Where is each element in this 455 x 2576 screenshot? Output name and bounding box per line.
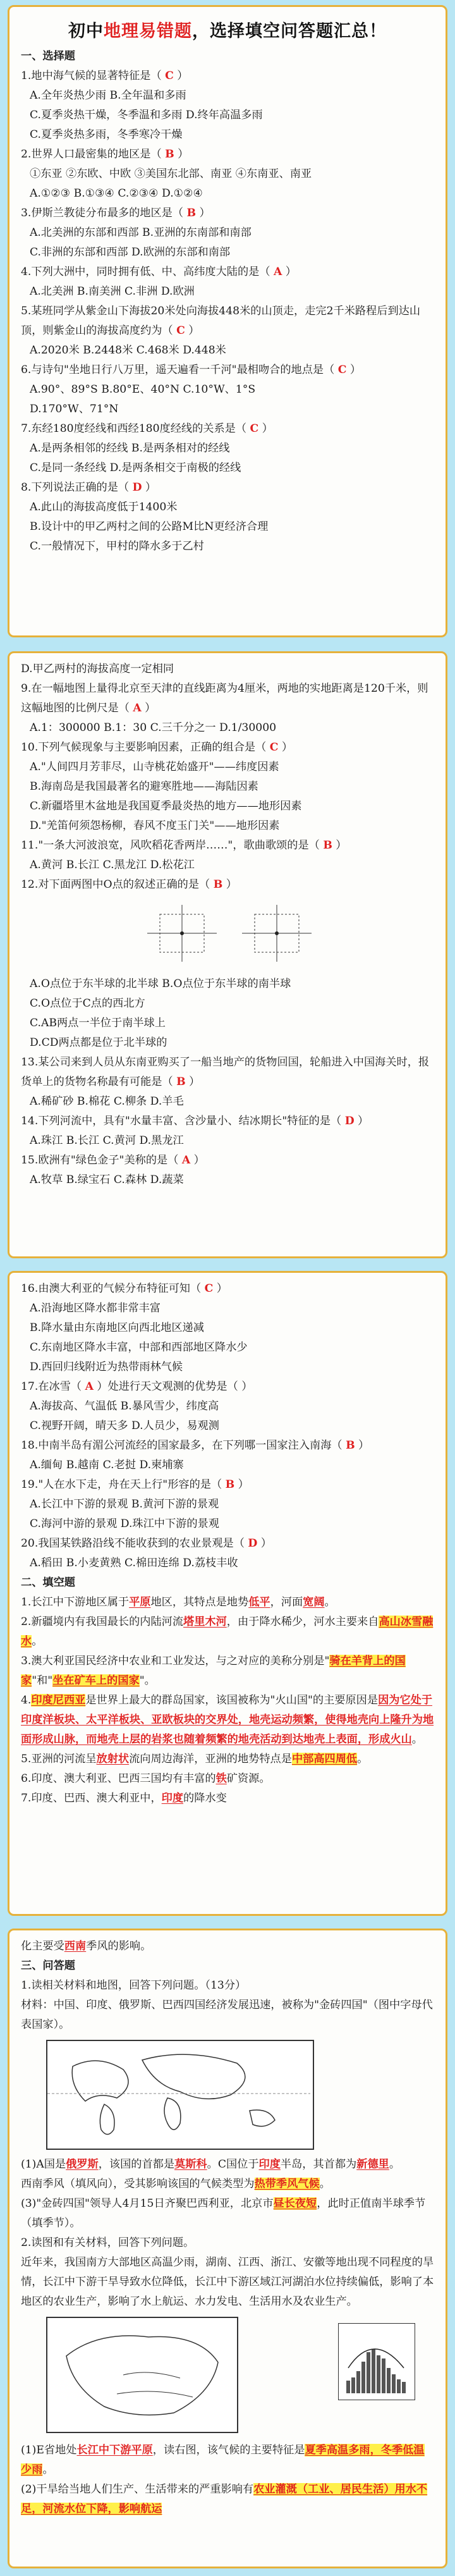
card3-line: A.稻田 B.小麦黄熟 C.棉田连绵 D.荔枝丰收 (30, 1557, 238, 1569)
fill-5: 5.亚洲的河流呈放射状流向周边海洋，亚洲的地势特点是中部高四周低。 (21, 1753, 368, 1765)
material-1: 材料：中国、印度、俄罗斯、巴西四国经济发展迅速，被称为"金砖四国"（图中字母代表国家）。 (21, 1999, 433, 2031)
card3-line: A.沿海地区降水都非常丰富 (30, 1302, 161, 1315)
answer-letter: A (133, 702, 142, 715)
card1-line: C.是同一条经线 D.是两条相交于南极的经线 (30, 462, 241, 474)
card2-line: 15.欧洲有"绿色金子"美称的是（ A ） (21, 1154, 205, 1167)
world-map (46, 2040, 314, 2150)
card1-line: 一、选择题 (21, 50, 75, 63)
answer-letter: B (176, 1076, 186, 1088)
answer-1-2: 西南季风（填风向），受其影响该国的气候类型为热带季风气候。 (21, 2178, 331, 2190)
card3-line: A.海拔高、气温低 B.暴风雪少，纬度高 (30, 1400, 219, 1413)
card1-line: 5.某班同学从紫金山下海拔20米处向海拔448米的山顶走，走完2千米路程后到达山顶，则紫金山的海拔高度约为（ C ） (21, 305, 421, 337)
figure-row (21, 2317, 434, 2441)
answer-letter: C (165, 70, 174, 82)
card1-line: ①东亚 ②东欧、中欧 ③美国东北部、南亚 ④东南亚、南亚 (30, 168, 312, 180)
card1-line: 1.地中海气候的显著特征是（ C ） (21, 70, 188, 82)
answer-letter: C (337, 364, 347, 376)
card1-line: C.非洲的东部和西部 D.欧洲的东部和南部 (30, 246, 231, 259)
card1-line: 6.与诗句"坐地日行八万里，遥天遍看一千河"最相吻合的地点是（ C ） (21, 364, 361, 376)
card2-line: 14.下列河流中，具有"水量丰富、含沙量小、结冰期长"特征的是（ D ） (21, 1115, 369, 1127)
card2-line: D.甲乙两村的海拔高度一定相同 (21, 663, 174, 675)
answer-letter: B (323, 839, 332, 852)
card2-line: 9.在一幅地图上量得北京至天津的直线距离为4厘米，两地的实地距离是120千米，则这幅地图的比例尺是（ A ） (21, 682, 428, 715)
card1-line: A.此山的海拔高度低于1400米 (30, 501, 178, 513)
card2-line: C.AB两点一半位于南半球上 (30, 1017, 166, 1029)
card3-line: 19."人在水下走，舟在天上行"形容的是（ B ） (21, 1478, 249, 1491)
answer-letter: D (344, 1115, 355, 1127)
answer-1-3: (3)"金砖四国"领导人4月15日齐聚巴西利亚，北京市昼长夜短，此时正值南半球季节（填季节）。 (21, 2197, 426, 2229)
card2-line: A."人间四月芳菲尽，山寺桃花始盛开"——纬度因素 (30, 761, 279, 773)
card3-line: C.视野开阔，晴天多 D.人员少，易观测 (30, 1420, 219, 1432)
fill-6: 6.印度、澳大利亚、巴西三国均有丰富的铁矿资源。 (21, 1772, 270, 1785)
card1-line: 4.下列大洲中，同时拥有低、中、高纬度大陆的是（ A ） (21, 266, 296, 278)
fill-3: 3.澳大利亚国民经济中农业和工业发达，与之对应的美称分别是"骑在羊背上的国家"和"坐在矿车上的国家"。 (21, 1655, 406, 1687)
card-1 (8, 5, 447, 637)
china-map-sketch (47, 2318, 234, 2429)
card3-line: C.海河中游的景观 D.珠江中下游的景观 (30, 1518, 219, 1530)
climate-bars (339, 2324, 413, 2398)
answer-letter: D (248, 1537, 258, 1550)
answer-letter: B (346, 1439, 355, 1452)
answer-letter: B (165, 148, 174, 161)
card1-line: A.全年炎热少雨 B.全年温和多雨 (30, 89, 186, 102)
material-2: 近年来，我国南方大部地区高温少雨，湖南、江西、浙江、安徽等地出现不同程度的旱情，长江中下游干旱导致水位降低，长江中下游区域江河湖泊水位持续偏低，影响了本地区的农业生产，影响了水上航运、水力发电、生活用水及农业生产。 (21, 2256, 434, 2308)
card3-line: 18.中南半岛有湄公河流经的国家最多，在下列哪一国家注入南海（ B ） (21, 1439, 370, 1452)
card1-line: A.90°、89°S B.80°E、40°N C.10°W、1°S (30, 383, 256, 396)
card3-line: 17.在冰雪（ A ）处进行天文观测的优势是（ ） (21, 1380, 253, 1393)
answer-letter: C (269, 741, 279, 754)
card3-line: B.降水量由东南地区向西北地区递减 (30, 1322, 204, 1334)
question-list-2 (21, 659, 434, 1190)
card2-line: D.CD两点都是位于北半球的 (30, 1036, 167, 1049)
card2-line: D."羌笛何须怨杨柳，春风不度玉门关"——地形因素 (30, 819, 280, 832)
card1-line: A.2020米 B.2448米 C.468米 D.448米 (30, 344, 226, 357)
card1-line: A.北美洲 B.南美洲 C.非洲 D.欧洲 (30, 285, 195, 298)
card2-line: A.稀矿砂 B.棉花 C.柳条 D.羊毛 (30, 1095, 184, 1108)
card-4 (8, 1929, 447, 2568)
card1-line: C.一般情况下，甲村的降水多于乙村 (30, 540, 204, 553)
card2-line: A.O点位于东半球的北半球 B.O点位于东半球的南半球 (30, 978, 291, 990)
answer-letter: B (213, 878, 223, 891)
world-map-sketch (47, 2041, 310, 2146)
answer-letter: A (274, 266, 282, 278)
card1-line: A.北美洲的东部和西部 B.亚洲的东南部和南部 (30, 226, 252, 239)
card2-line: 10.下列气候现象与主要影响因素，正确的组合是（ C ） (21, 741, 293, 754)
answer-2-2: (2)干旱给当地人们生产、生活带来的严重影响有农业灌溉（工业、居民生活）用水不足，河流水位下降，影响航运 (21, 2483, 428, 2515)
card1-line: D.170°W、71°N (30, 403, 119, 415)
answer-letter: D (132, 481, 142, 494)
card1-line: C.夏季炎热干燥，冬季温和多雨 D.终年高温多雨 (30, 109, 263, 121)
china-map (46, 2317, 238, 2433)
card-3 (8, 1271, 447, 1916)
question-list-3 (21, 1279, 434, 1593)
question-2: 2.读图和有关材料，回答下列问题。 (21, 2236, 195, 2249)
card2-line: A.黄河 B.长江 C.黑龙江 D.松花江 (30, 859, 195, 871)
coordinate-figure (135, 899, 434, 971)
answer-letter: C (250, 422, 259, 435)
card1-line: 2.世界人口最密集的地区是（ B ） (21, 148, 189, 161)
question-1: 1.读相关材料和地图，回答下列问题。（13分） (21, 1979, 246, 1992)
fill-2: 2.新疆境内有我国最长的内陆河流塔里木河，由于降水稀少，河水主要来自高山冰雪融水。 (21, 1616, 434, 1648)
card3-line: D.西回归线附近为热带雨林气候 (30, 1361, 183, 1373)
card2-line: C.新疆塔里木盆地是我国夏季最炎热的地方——地形因素 (30, 800, 302, 813)
card-2 (8, 651, 447, 1258)
card2-line: 12.对下面两图中O点的叙述正确的是（ B ） (21, 878, 237, 891)
card1-line: A.①②③ B.①③④ C.②③④ D.①②④ (30, 187, 203, 200)
card1-line: 3.伊斯兰教徒分布最多的地区是（ B ） (21, 207, 210, 219)
card1-line: 7.东经180度经线和西经180度经线的关系是（ C ） (21, 422, 273, 435)
card3-line: 16.由澳大利亚的气候分布特征可知（ C ） (21, 1282, 228, 1295)
card1-line: B.设计中的甲乙两村之间的公路M比N更经济合理 (30, 520, 269, 533)
card2-line: B.海南岛是我国最著名的避寒胜地——海陆因素 (30, 780, 258, 793)
answer-2-1: (1)E省地处长江中下游平原，读右图，该气候的主要特征是夏季高温多雨，冬季低温少雨。 (21, 2444, 425, 2476)
answer-1-1: (1)A国是俄罗斯，该国的首都是莫斯科。C国位于印度半岛，其首都为新德里。 (21, 2158, 401, 2171)
card2-line: C.O点位于C点的西北方 (30, 997, 145, 1010)
answer-letter: B (225, 1478, 235, 1491)
answer-letter: A (85, 1380, 94, 1393)
card3-line: A.长江中下游的景观 B.黄河下游的景观 (30, 1498, 219, 1511)
answer-letter: C (204, 1282, 214, 1295)
card3-line: 20.我国某铁路沿线不能收获到的农业景观是（ D ） (21, 1537, 272, 1550)
card3-line: C.东南地区降水丰富，中部和西部地区降水少 (30, 1341, 248, 1354)
card2-line: A.1：300000 B.1：30 C.三千分之一 D.1/30000 (30, 721, 277, 734)
fill-7: 7.印度、巴西、澳大利亚中，印度的降水变 (21, 1792, 227, 1805)
card1-line: C.夏季炎热多雨，冬季寒冷干燥 (30, 128, 183, 141)
card1-line: 8.下列说法正确的是（ D ） (21, 481, 157, 494)
card2-line: 11."一条大河波浪宽，风吹稻花香两岸……"，歌曲歌颂的是（ B ） (21, 839, 347, 852)
fill-1: 1.长江中下游地区属于平原地区，其特点是地势低平，河面宽阔。 (21, 1596, 336, 1609)
question-list-1 (21, 47, 434, 556)
section-heading: 三、问答题 (21, 1960, 75, 1972)
answer-letter: C (176, 324, 185, 337)
fill-4: 4.印度尼西亚是世界上最大的群岛国家，该国被称为"火山国"的主要原因是因为它处于印度洋板块、太平洋板块、亚欧板块的交界处，地壳运动频繁，使得地壳向上隆升为地面形成山脉，而地壳上层的岩浆也随着频繁的地壳活动到达地壳上表面，形成火山。 (21, 1694, 434, 1746)
card2-line: 13.某公司来到人员从东南亚购买了一船当地产的货物回国，轮船进入中国海关时，报货单上的货物名称最有可能是（ B ） (21, 1056, 430, 1088)
page-title: 初中地理易错题，选择填空问答题汇总！ (68, 21, 387, 41)
answer-line: 化主要受西南季风的影响。 (21, 1940, 152, 1953)
card2-line: A.珠江 B.长江 C.黄河 D.黑龙江 (30, 1134, 184, 1147)
card2-line: A.牧草 B.绿宝石 C.森林 D.蔬菜 (30, 1174, 184, 1186)
answer-letter: A (181, 1154, 191, 1167)
climate-chart (338, 2323, 415, 2400)
answer-letter: B (186, 207, 197, 219)
card3-line: A.缅甸 B.越南 C.老挝 D.柬埔寨 (30, 1459, 184, 1471)
card3-line: 二、填空题 (21, 1576, 75, 1589)
card1-line: A.是两条相邻的经线 B.是两条相对的经线 (30, 442, 230, 455)
